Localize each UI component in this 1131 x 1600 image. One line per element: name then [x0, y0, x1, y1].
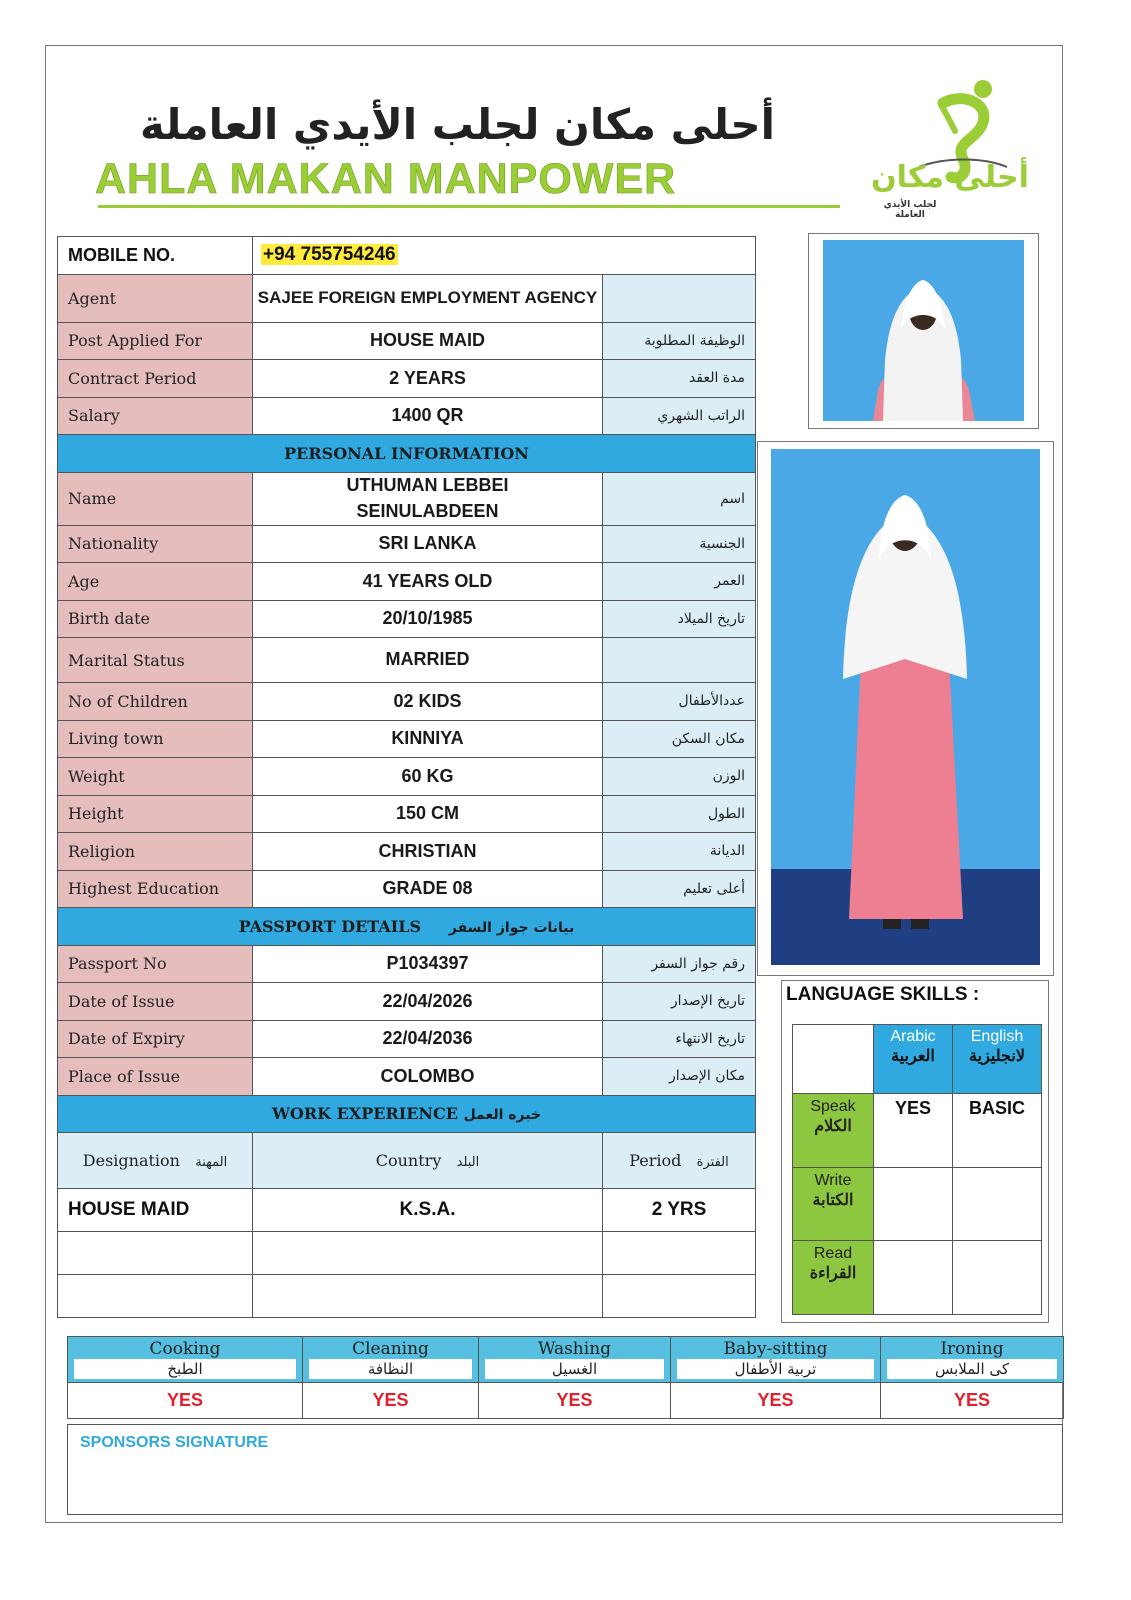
washing-label-ar: الغسيل — [485, 1359, 664, 1379]
education-arabic: أعلى تعليم — [603, 870, 756, 908]
mobile-label: MOBILE NO. — [58, 237, 253, 275]
expiry-date-label: Date of Expiry — [58, 1020, 253, 1058]
work-designation — [58, 1232, 253, 1275]
children-label: No of Children — [58, 683, 253, 721]
work-period: 2 YRS — [603, 1189, 756, 1232]
issue-date-label: Date of Issue — [58, 983, 253, 1021]
washing-value: YES — [479, 1383, 671, 1419]
cooking-value: YES — [68, 1383, 303, 1419]
agent-value: SAJEE FOREIGN EMPLOYMENT AGENCY — [253, 274, 603, 322]
arabic-column-label: Arabic — [890, 1028, 936, 1045]
salary-value: 1400 QR — [253, 397, 603, 435]
work-period — [603, 1275, 756, 1318]
cleaning-value: YES — [303, 1383, 479, 1419]
cooking-label-ar: الطبخ — [74, 1359, 296, 1379]
logo-text: أحلى مكان — [871, 160, 1029, 195]
language-skills-title: LANGUAGE SKILLS : — [786, 984, 980, 1005]
height-arabic: الطول — [603, 795, 756, 833]
work-title-arabic: خبره العمل — [463, 1107, 542, 1124]
babysitting-label: Baby-sitting — [723, 1339, 828, 1359]
post-arabic: الوظيفة المطلوبة — [603, 322, 756, 360]
work-country: K.S.A. — [253, 1189, 603, 1232]
nationality-value: SRI LANKA — [253, 525, 603, 563]
read-english-value — [953, 1241, 1042, 1315]
read-label: Read — [813, 1245, 853, 1262]
expiry-date-value: 22/04/2036 — [253, 1020, 603, 1058]
contract-label: Contract Period — [58, 360, 253, 398]
section-header — [58, 435, 756, 473]
height-value: 150 CM — [253, 795, 603, 833]
ironing-label: Ironing — [940, 1339, 1004, 1359]
speak-arabic-value: YES — [874, 1094, 953, 1168]
table-row — [58, 1232, 756, 1275]
full-body-photo — [771, 449, 1040, 965]
height-label: Height — [58, 795, 253, 833]
children-value: 02 KIDS — [253, 683, 603, 721]
table-row — [58, 683, 756, 721]
salary-arabic: الراتب الشهري — [603, 397, 756, 435]
table-row — [58, 525, 756, 563]
table-row — [58, 870, 756, 908]
header-underline — [98, 205, 840, 208]
period-header-arabic: الفترة — [696, 1155, 729, 1170]
work-title: WORK EXPERIENCE — [271, 1104, 458, 1124]
post-label: Post Applied For — [58, 322, 253, 360]
contract-value: 2 YEARS — [253, 360, 603, 398]
passport-no-value: P1034397 — [253, 945, 603, 983]
speak-english-value: BASIC — [953, 1094, 1042, 1168]
table-row — [58, 945, 756, 983]
ironing-label-ar: کی الملابس — [887, 1359, 1057, 1379]
write-label-ar: الكتابة — [812, 1191, 854, 1209]
issue-date-value: 22/04/2026 — [253, 983, 603, 1021]
work-country — [253, 1232, 603, 1275]
birthdate-value: 20/10/1985 — [253, 600, 603, 638]
country-header-arabic: البلد — [456, 1155, 480, 1170]
education-label: Highest Education — [58, 870, 253, 908]
personal-info-title: PERSONAL INFORMATION — [58, 435, 756, 473]
table-row — [58, 983, 756, 1021]
babysitting-label-ar: تربية الأطفال — [677, 1359, 874, 1379]
table-row — [58, 360, 756, 398]
speak-label: Speak — [810, 1098, 856, 1115]
country-header: Country — [375, 1151, 442, 1170]
birthdate-arabic: تاريخ الميلاد — [603, 600, 756, 638]
work-designation — [58, 1275, 253, 1318]
passport-title: PASSPORT DETAILS — [238, 916, 422, 936]
contract-arabic: مدة العقد — [603, 360, 756, 398]
arabic-company-title: أحلى مكان لجلب الأيدي العاملة — [140, 100, 775, 149]
portrait-photo — [823, 240, 1024, 421]
agent-label: Agent — [58, 274, 253, 322]
table-row — [793, 1241, 1042, 1315]
religion-value: CHRISTIAN — [253, 833, 603, 871]
name-label: Name — [58, 472, 253, 525]
age-arabic: العمر — [603, 563, 756, 601]
cleaning-label: Cleaning — [352, 1339, 429, 1359]
marital-arabic — [603, 638, 756, 683]
birthdate-label: Birth date — [58, 600, 253, 638]
work-designation: HOUSE MAID — [58, 1189, 253, 1232]
name-value: UTHUMAN LEBBEI SEINULABDEEN — [253, 472, 603, 525]
age-value: 41 YEARS OLD — [253, 563, 603, 601]
designation-header: Designation — [82, 1151, 180, 1170]
table-row — [58, 472, 756, 525]
washing-label: Washing — [537, 1339, 612, 1359]
ironing-value: YES — [881, 1383, 1064, 1419]
table-row — [58, 600, 756, 638]
work-country — [253, 1275, 603, 1318]
issue-date-arabic: تاريخ الإصدار — [603, 983, 756, 1021]
table-row — [58, 563, 756, 601]
table-row — [58, 638, 756, 683]
age-label: Age — [58, 563, 253, 601]
arabic-column-label-ar: العربية — [891, 1048, 935, 1065]
issue-place-value: COLOMBO — [253, 1058, 603, 1096]
town-label: Living town — [58, 720, 253, 758]
table-row — [58, 1189, 756, 1232]
cooking-label: Cooking — [149, 1339, 221, 1359]
section-header — [58, 1095, 756, 1133]
nationality-arabic: الجنسية — [603, 525, 756, 563]
write-label: Write — [814, 1171, 852, 1189]
read-arabic-value — [874, 1241, 953, 1315]
logo-subtext: لجلب الأيدي العاملة — [883, 200, 937, 220]
read-label-ar: القراءة — [809, 1265, 857, 1282]
english-column-label-ar: لانجليزية — [969, 1048, 1025, 1065]
religion-arabic: الديانة — [603, 833, 756, 871]
salary-label: Salary — [58, 397, 253, 435]
english-company-title: AHLA MAKAN MANPOWER — [95, 155, 677, 203]
expiry-date-arabic: تاريخ الانتهاء — [603, 1020, 756, 1058]
issue-place-label: Place of Issue — [58, 1058, 253, 1096]
passport-no-label: Passport No — [58, 945, 253, 983]
table-row — [58, 758, 756, 796]
nationality-label: Nationality — [58, 525, 253, 563]
section-header — [58, 908, 756, 946]
religion-label: Religion — [58, 833, 253, 871]
work-header-row — [58, 1133, 756, 1189]
post-value: HOUSE MAID — [253, 322, 603, 360]
designation-header-arabic: المهنة — [195, 1155, 228, 1170]
table-row — [58, 1020, 756, 1058]
table-row — [58, 322, 756, 360]
applicant-details-table — [57, 236, 756, 1318]
mobile-row — [58, 237, 756, 275]
table-row — [58, 833, 756, 871]
signature-label: SPONSORS SIGNATURE — [80, 1434, 269, 1451]
table-row — [793, 1167, 1042, 1241]
marital-label: Marital Status — [58, 638, 253, 683]
children-arabic: عددالأطفال — [603, 683, 756, 721]
table-row — [58, 274, 756, 322]
table-row — [58, 720, 756, 758]
passport-no-arabic: رقم جواز السفر — [603, 945, 756, 983]
write-arabic-value — [874, 1167, 953, 1241]
education-value: GRADE 08 — [253, 870, 603, 908]
name-arabic: اسم — [603, 472, 756, 525]
cleaning-label-ar: النظافة — [309, 1359, 472, 1379]
speak-label-ar: الكلام — [814, 1118, 852, 1135]
work-period — [603, 1232, 756, 1275]
table-row — [58, 1058, 756, 1096]
language-skills-table — [792, 1024, 1042, 1315]
marital-value: MARRIED — [253, 638, 603, 683]
babysitting-value: YES — [671, 1383, 881, 1419]
mobile-number: +94 755754246 — [263, 244, 396, 266]
weight-arabic: الوزن — [603, 758, 756, 796]
table-row — [58, 397, 756, 435]
agent-arabic — [603, 274, 756, 322]
company-logo-icon — [865, 75, 1035, 220]
town-arabic: مكان السكن — [603, 720, 756, 758]
period-header: Period — [629, 1151, 682, 1170]
table-row — [793, 1094, 1042, 1168]
issue-place-arabic: مكان الإصدار — [603, 1058, 756, 1096]
town-value: KINNIYA — [253, 720, 603, 758]
table-row — [58, 1275, 756, 1318]
write-english-value — [953, 1167, 1042, 1241]
english-column-label: English — [970, 1028, 1024, 1045]
table-row — [58, 795, 756, 833]
weight-label: Weight — [58, 758, 253, 796]
household-skills-table — [67, 1336, 1064, 1419]
passport-title-arabic: بيانات جواز السفر — [448, 919, 575, 936]
weight-value: 60 KG — [253, 758, 603, 796]
